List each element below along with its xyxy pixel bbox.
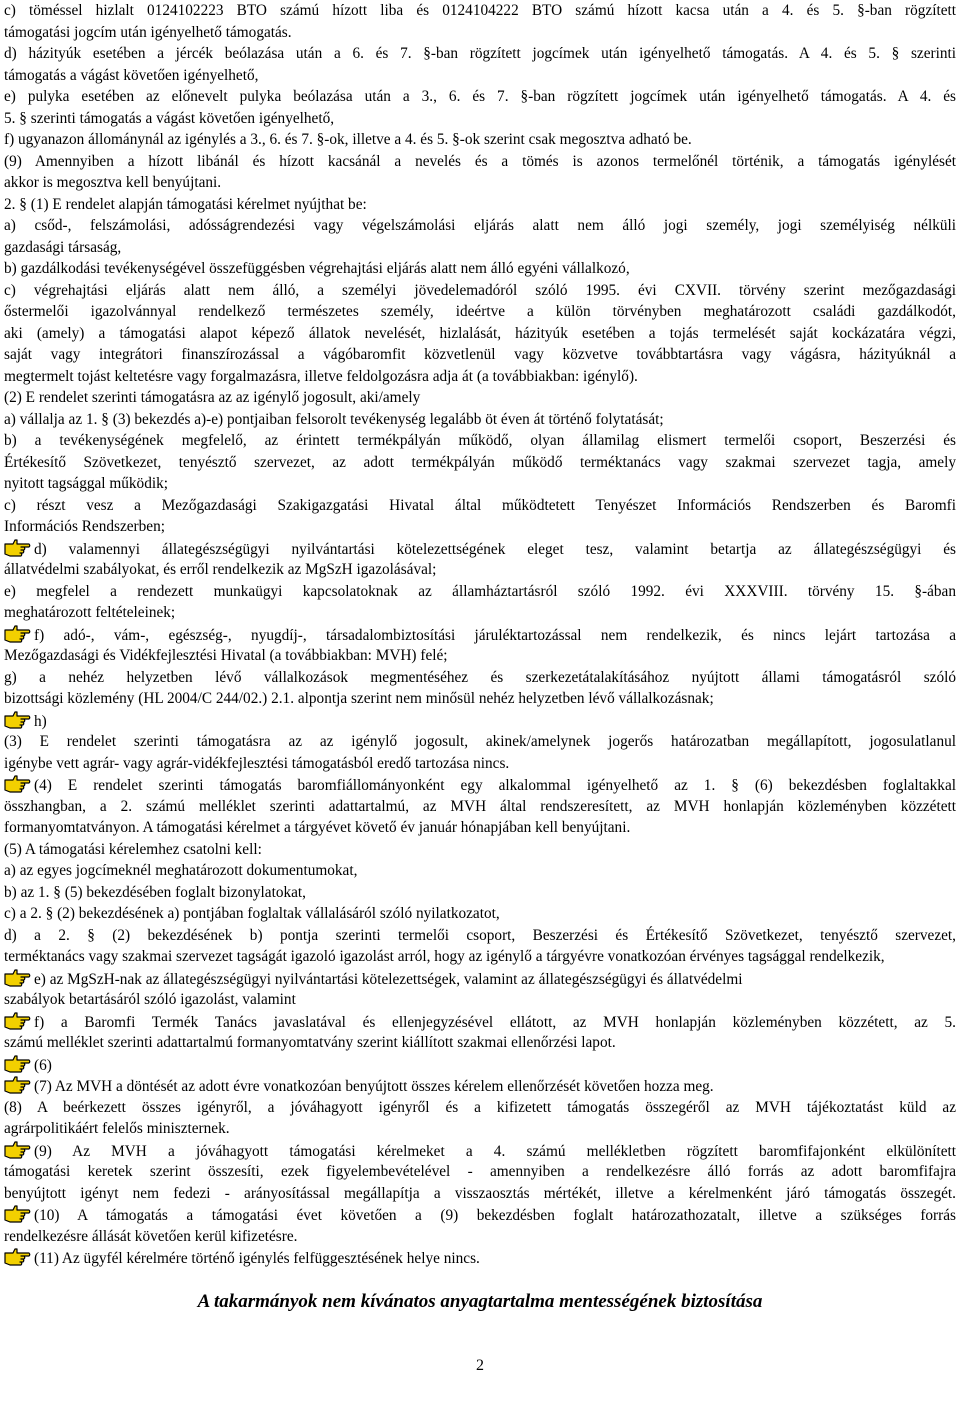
text-line bbox=[4, 581, 956, 603]
text-line bbox=[4, 258, 956, 280]
text-line bbox=[4, 495, 956, 517]
page-number: 2 bbox=[476, 1357, 484, 1374]
line-text: (2) E rendelet szerinti támogatásra az az igénylő jogosult, aki/amely bbox=[4, 389, 421, 406]
text-line bbox=[4, 1011, 956, 1033]
text-line bbox=[4, 796, 956, 818]
text-line bbox=[4, 1140, 956, 1162]
text-line bbox=[4, 559, 956, 581]
text-line bbox=[4, 280, 956, 302]
text-line bbox=[4, 86, 956, 108]
line-text: b) a tevékenységének megfelelő, az érintett termékpályán működő, olyan államilag elismert termelői csoport, Beszerzési és bbox=[4, 432, 956, 449]
text-line bbox=[4, 989, 956, 1011]
line-text: f) adó-, vám-, egészség-, nyugdíj-, társadalombiztosítási járuléktartozással nem rendelkezik, és nincs lejárt tartozása a bbox=[34, 626, 956, 644]
line-text: c) töméssel hizlalt 0124102223 BTO számú hízott liba és 0124104222 BTO számú hízott kacsa után a 4. és 5. §-ban rögzített bbox=[4, 2, 956, 19]
line-text: benyújtott igényt nem fedezi - arányosítással megállapítja a visszaosztás mértékét, illetve a kérelmenként járó támogatás összegét. bbox=[4, 1184, 956, 1202]
line-text: támogatás a vágást követően igényelhető, bbox=[4, 66, 259, 84]
line-text: b) az 1. § (5) bekezdésében foglalt bizonylatokat, bbox=[4, 883, 306, 901]
line-text: számú melléklet szerinti adattartalmú formanyomtatvány szerint kiállított szakmai ellenőrzési lapot. bbox=[4, 1034, 616, 1051]
line-text: aki (amely) a támogatási alapot képező állatok nevelését, hizlalását, házityúk esetében a tojás termelését saját kockázatára végzi, bbox=[4, 324, 956, 342]
line-text: e) pulyka esetében az előnevelt pulyka beólazása után a 3., 6. és 7. §-ban rögzített jogcímek után igényelhető támogatás. A 4. és bbox=[4, 88, 956, 105]
line-text: nyitott tagsággal működik; bbox=[4, 475, 169, 492]
pointing-hand-icon bbox=[4, 968, 31, 988]
line-text: akkor is megosztva kell benyújtani. bbox=[4, 174, 222, 191]
text-line bbox=[4, 301, 956, 323]
line-text: b) gazdálkodási tevékenységével összefüggésben végrehajtási eljárás alatt nem álló egyéni vállalkozó, bbox=[4, 260, 630, 277]
line-text: Mezőgazdasági és Vidékfejlesztési Hivatal (a továbbiakban: MVH) felé; bbox=[4, 647, 448, 664]
text-line bbox=[4, 688, 956, 710]
line-text: rendelkezésre állását követően kerül kifizetésre. bbox=[4, 1227, 298, 1245]
line-text: Értékesítő Szövetkezet, tenyésztő szervezet, az adott termékpályán működő terméktanács vagy szakmai szervezet tagja, amely bbox=[4, 453, 956, 471]
line-text: (6) bbox=[34, 1056, 52, 1074]
pointing-hand-icon bbox=[4, 1140, 31, 1160]
text-line bbox=[4, 473, 956, 495]
line-text: (7) Az MVH a döntését az adott évre vonatkozóan benyújtott összes kérelem ellenőrzését követően hozza meg. bbox=[34, 1078, 714, 1095]
line-text: g) a nehéz helyzetben lévő vállalkozások megmentéséhez és szerkezetátalakításához nyújtott állami támogatásról szóló bbox=[4, 668, 956, 686]
line-text: d) a 2. § (2) bekezdésének b) pontja szerinti termelői csoport, Beszerzési és Értékesítő Szövetkezet, tenyésztő szervezet, bbox=[4, 926, 956, 944]
text-line bbox=[4, 151, 956, 173]
text-line bbox=[4, 667, 956, 689]
line-text: szabályok betartásáról szóló igazolást, valamint bbox=[4, 991, 296, 1008]
line-text: h) bbox=[34, 712, 47, 730]
pointing-hand-icon bbox=[4, 710, 31, 730]
line-text: (11) Az ügyfél kérelmére történő igénylés felfüggesztésének helye nincs. bbox=[34, 1250, 480, 1267]
text-line bbox=[4, 1075, 956, 1097]
text-line bbox=[4, 129, 956, 151]
line-text: (8) A beérkezett összes igényről, a jóváhagyott igényről és a kifizetett támogatás összegéről az MVH tájékoztatást küld az bbox=[4, 1098, 956, 1116]
line-text: Információs Rendszerben; bbox=[4, 518, 165, 535]
line-text: d) valamennyi állategészségügyi nyilvántartási kötelezettségének eleget tesz, valamint betartja az állategészségügyi és bbox=[34, 540, 956, 558]
text-line bbox=[4, 172, 956, 194]
line-text: megtermelt tojást keltetésre vagy forgalmazásra, illetve feldolgozásra adja át (a továbbiakban: igénylő). bbox=[4, 367, 638, 385]
line-text: összhangban, a 2. számú melléklet szerinti adattartalmú, az MVH által rendszeresített, az MVH honlapján közleményben közzétett bbox=[4, 797, 956, 815]
text-line bbox=[4, 602, 956, 624]
text-line bbox=[4, 624, 956, 646]
text-line bbox=[4, 516, 956, 538]
pointing-hand-icon bbox=[4, 1011, 31, 1031]
text-line bbox=[4, 0, 956, 22]
line-text: saját vagy integrátori finanszírozással a vágóbaromfit közvetlenül vagy közvetve továbbtartásra vagy vágásra, házityúknál a bbox=[4, 346, 956, 363]
text-line bbox=[4, 1097, 956, 1119]
text-line bbox=[4, 1204, 956, 1226]
text-line bbox=[4, 1226, 956, 1248]
line-text: f) a Baromfi Termék Tanács javaslatával és ellenjegyzésével ellátott, az MVH honlapján közleményben közzétett, az 5. bbox=[34, 1013, 956, 1031]
text-line bbox=[4, 753, 956, 775]
line-text: meghatározott feltételeinek; bbox=[4, 604, 176, 621]
text-line bbox=[4, 946, 956, 968]
line-text: támogatási keretek szerint összesíti, ezek figyelembevételével - amennyiben a rendelkezésre álló forrás az adott baromfifajra bbox=[4, 1163, 956, 1180]
text-line bbox=[4, 860, 956, 882]
line-text: állatvédelmi szabályokat, és erről rendelkezik az MgSzH igazolásával; bbox=[4, 561, 437, 578]
line-text: f) ugyanazon állománynál az igénylés a 3., 6. és 7. §-ok, illetve a 4. és 5. §-ok szerint csak megosztva adható be. bbox=[4, 131, 692, 148]
text-line bbox=[4, 215, 956, 237]
text-line bbox=[4, 1032, 956, 1054]
line-text: c) a 2. § (2) bekezdésének a) pontjában foglaltak vállalásáról szóló nyilatkozatot, bbox=[4, 905, 500, 922]
line-text: agrárpolitikáért felelős miniszternek. bbox=[4, 1120, 230, 1137]
pointing-hand-icon bbox=[4, 1075, 31, 1095]
line-text: (9) Amennyiben a hízott libánál és hízott kacsánál a nevelés és a tömés is azonos termelőnél történik, a támogatás igénylését bbox=[4, 152, 956, 170]
line-text: a) az egyes jogcímeknél meghatározott dokumentumokat, bbox=[4, 862, 358, 879]
line-text: c) részt vesz a Mezőgazdasági Szakigazgatási Hivatal által működtetett Tenyészet Információs Rendszerben és Baromfi bbox=[4, 496, 956, 514]
text-line bbox=[4, 817, 956, 839]
line-text: igénybe vett agrár- vagy agrár-vidékfejlesztési támogatásból eredő tartozása nincs. bbox=[4, 754, 510, 772]
text-line bbox=[4, 710, 956, 732]
pointing-hand-icon bbox=[4, 624, 31, 644]
text-line bbox=[4, 538, 956, 560]
text-line bbox=[4, 839, 956, 861]
line-text: 2. § (1) E rendelet alapján támogatási kérelmet nyújthat be: bbox=[4, 195, 367, 213]
line-text: a) csőd-, felszámolási, adósságrendezési vagy végelszámolási eljárás alatt nem álló jogi személy, jogi személyiség nélküli bbox=[4, 217, 956, 234]
line-text: a) vállalja az 1. § (3) bekezdés a)-e) pontjaiban felsorolt tevékenység legalább öt éven át történő folytatását; bbox=[4, 410, 664, 428]
line-text: (5) A támogatási kérelemhez csatolni kell: bbox=[4, 840, 262, 858]
line-text: d) házityúk esetében a jércék beólazása után a 6. és 7. §-ban rögzített jogcímek után igényelhető támogatás. A 4. és 5. § szerinti bbox=[4, 45, 956, 62]
line-text: 5. § szerinti támogatás a vágást követően igényelhető, bbox=[4, 109, 335, 127]
text-line bbox=[4, 1183, 956, 1205]
line-text: támogatási jogcím után igényelhető támogatás. bbox=[4, 23, 292, 41]
text-line bbox=[4, 1161, 956, 1183]
pointing-hand-icon bbox=[4, 1204, 31, 1224]
text-line bbox=[4, 237, 956, 259]
text-line bbox=[4, 430, 956, 452]
text-line bbox=[4, 344, 956, 366]
line-text: gazdasági társaság, bbox=[4, 238, 122, 256]
line-text: e) az MgSzH-nak az állategészségügyi nyilvántartási kötelezettségek, valamint az állategészségügyi és állatvédelmi bbox=[34, 970, 743, 988]
pointing-hand-icon bbox=[4, 1054, 31, 1074]
line-text: őstermelői igazolvánnyal rendelkező természetes személy, ideértve a külön törvényben meghatározott családi gazdálkodót, bbox=[4, 303, 956, 320]
text-line bbox=[4, 968, 956, 990]
pointing-hand-icon bbox=[4, 774, 31, 794]
line-text: (3) E rendelet szerinti támogatásra az az igénylő jogosult, akinek/amelynek jogerős határozatban megállapított, jogosulatlanul bbox=[4, 733, 956, 750]
text-line bbox=[4, 409, 956, 431]
text-line bbox=[4, 194, 956, 216]
line-text: bizottsági közlemény (HL 2004/C 244/02.) 2.1. alpontja szerint nem minősül nehéz helyzetben lévő vállalkozásnak; bbox=[4, 690, 714, 707]
text-line bbox=[4, 366, 956, 388]
text-line bbox=[4, 645, 956, 667]
text-line bbox=[4, 387, 956, 409]
line-text: (9) Az MVH a jóváhagyott támogatási kérelmeket a 4. számú mellékletben rögzített baromfifajonként elkülönített bbox=[34, 1142, 956, 1160]
line-text: c) végrehajtási eljárás alatt nem álló, a személyi jövedelemadóról szóló 1995. évi CXVII. törvény szerint mezőgazdasági bbox=[4, 281, 956, 299]
line-text: (4) E rendelet szerinti támogatás baromfiállományonként egy alkalommal igényelhető az 1. § (6) bekezdésben foglaltakkal bbox=[34, 777, 956, 794]
text-line bbox=[4, 1118, 956, 1140]
text-line bbox=[4, 43, 956, 65]
line-text: (10) A támogatás a támogatási évet követően a (9) bekezdésben foglalt határozathozatalt, illetve a szükséges forrás bbox=[34, 1207, 956, 1224]
text-line bbox=[4, 903, 956, 925]
section-heading: A takarmányok nem kívánatos anyagtartalma mentességének biztosítása bbox=[197, 1291, 763, 1312]
line-text: e) megfelel a rendezett munkaügyi kapcsolatoknak az államháztartásról szóló 1992. évi XXXVIII. törvény 15. §-ában bbox=[4, 582, 956, 600]
text-line bbox=[4, 1054, 956, 1076]
line-text: terméktanács vagy szakmai szervezet tagságát igazoló igazolást arról, hogy az igénylő a tárgyévre vonatkozóan érvényes tagsággal rendelkezik, bbox=[4, 948, 885, 965]
text-line bbox=[4, 108, 956, 130]
text-line bbox=[4, 65, 956, 87]
line-text: formanyomtatványon. A támogatási kérelmet a tárgyévet követő év január hónapjában kell benyújtani. bbox=[4, 819, 631, 836]
text-line bbox=[4, 731, 956, 753]
text-line bbox=[4, 925, 956, 947]
text-line bbox=[4, 1247, 956, 1269]
pointing-hand-icon bbox=[4, 1247, 31, 1267]
pointing-hand-icon bbox=[4, 538, 31, 558]
text-line bbox=[4, 452, 956, 474]
text-line bbox=[4, 323, 956, 345]
text-line bbox=[4, 22, 956, 44]
text-line bbox=[4, 882, 956, 904]
text-line bbox=[4, 774, 956, 796]
